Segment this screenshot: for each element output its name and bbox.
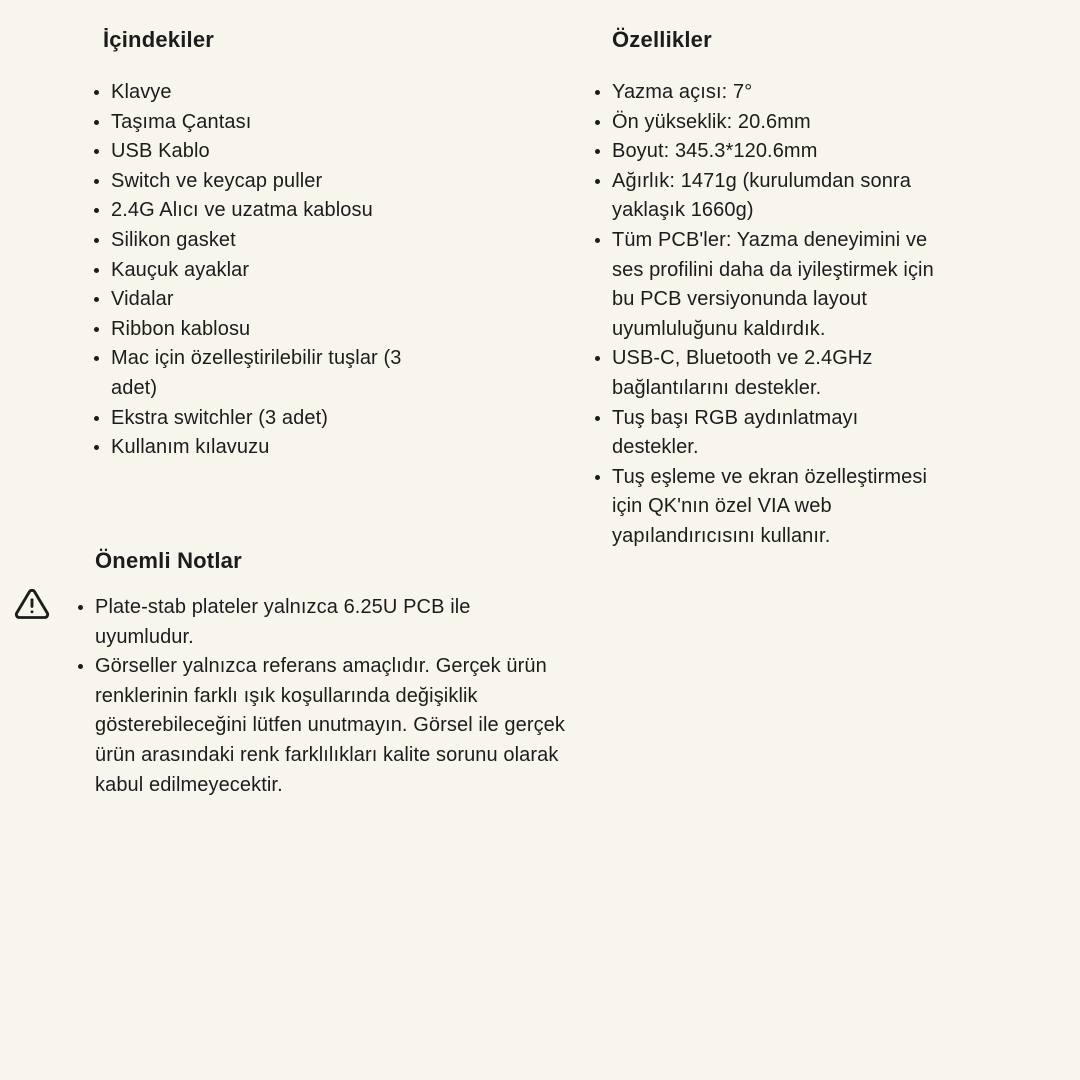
- features-list-item: • Ön yükseklik: 20.6mm: [612, 108, 944, 138]
- features-list-item: • USB-C, Bluetooth ve 2.4GHz bağlantılarını destekler.: [612, 344, 944, 403]
- features-title: Özellikler: [612, 27, 712, 52]
- features-list-item: • Ağırlık: 1471g (kurulumdan sonra yaklaşık 1660g): [612, 167, 944, 226]
- warning-triangle-icon: [13, 586, 51, 622]
- contents-list-item: • Taşıma Çantası: [111, 108, 452, 138]
- features-list: [588, 78, 944, 552]
- contents-title: İçindekiler: [103, 27, 215, 52]
- contents-list-item: • Silikon gasket: [111, 226, 452, 256]
- features-list-item: • Tüm PCB'ler: Yazma deneyimini ve ses profilini daha da iyileştirmek için bu PCB versiyonunda layout uyumluluğunu kaldırdık.: [612, 226, 944, 344]
- contents-list-item: • Ekstra switchler (3 adet): [111, 404, 452, 434]
- important-notes-list-item: • Plate-stab plateler yalnızca 6.25U PCB ile uyumludur.: [95, 593, 566, 652]
- contents-list-item: • USB Kablo: [111, 137, 452, 167]
- contents-list-item: • Mac için özelleştirilebilir tuşlar (3 adet): [111, 344, 452, 403]
- contents-list-item: • 2.4G Alıcı ve uzatma kablosu: [111, 196, 452, 226]
- contents-list-item: • Ribbon kablosu: [111, 315, 452, 345]
- features-list-item: • Yazma açısı: 7°: [612, 78, 944, 108]
- contents-list-item: • Switch ve keycap puller: [111, 167, 452, 197]
- contents-list: [88, 78, 452, 463]
- important-notes-section: [72, 548, 566, 800]
- features-list-item: • Tuş eşleme ve ekran özelleştirmesi için QK'nın özel VIA web yapılandırıcısını kullanır.: [612, 463, 944, 552]
- features-section: [588, 27, 944, 552]
- features-list-item: • Boyut: 345.3*120.6mm: [612, 137, 944, 167]
- important-notes-title: Önemli Notlar: [95, 548, 242, 573]
- contents-list-item: • Vidalar: [111, 285, 452, 315]
- features-list-item: • Tuş başı RGB aydınlatmayı destekler.: [612, 404, 944, 463]
- contents-list-item: • Klavye: [111, 78, 452, 108]
- contents-list-item: • Kullanım kılavuzu: [111, 433, 452, 463]
- contents-section: [88, 27, 452, 463]
- important-notes-list-item: • Görseller yalnızca referans amaçlıdır. Gerçek ürün renklerinin farklı ışık koşullarında değişiklik gösterebileceğini lütfen unutmayın. Görsel ile gerçek ürün arasındaki renk farklılıkları kalite sorunu olarak kabul edilmeyecektir.: [95, 652, 566, 800]
- contents-list-item: • Kauçuk ayaklar: [111, 256, 452, 286]
- important-notes-list: [72, 593, 566, 800]
